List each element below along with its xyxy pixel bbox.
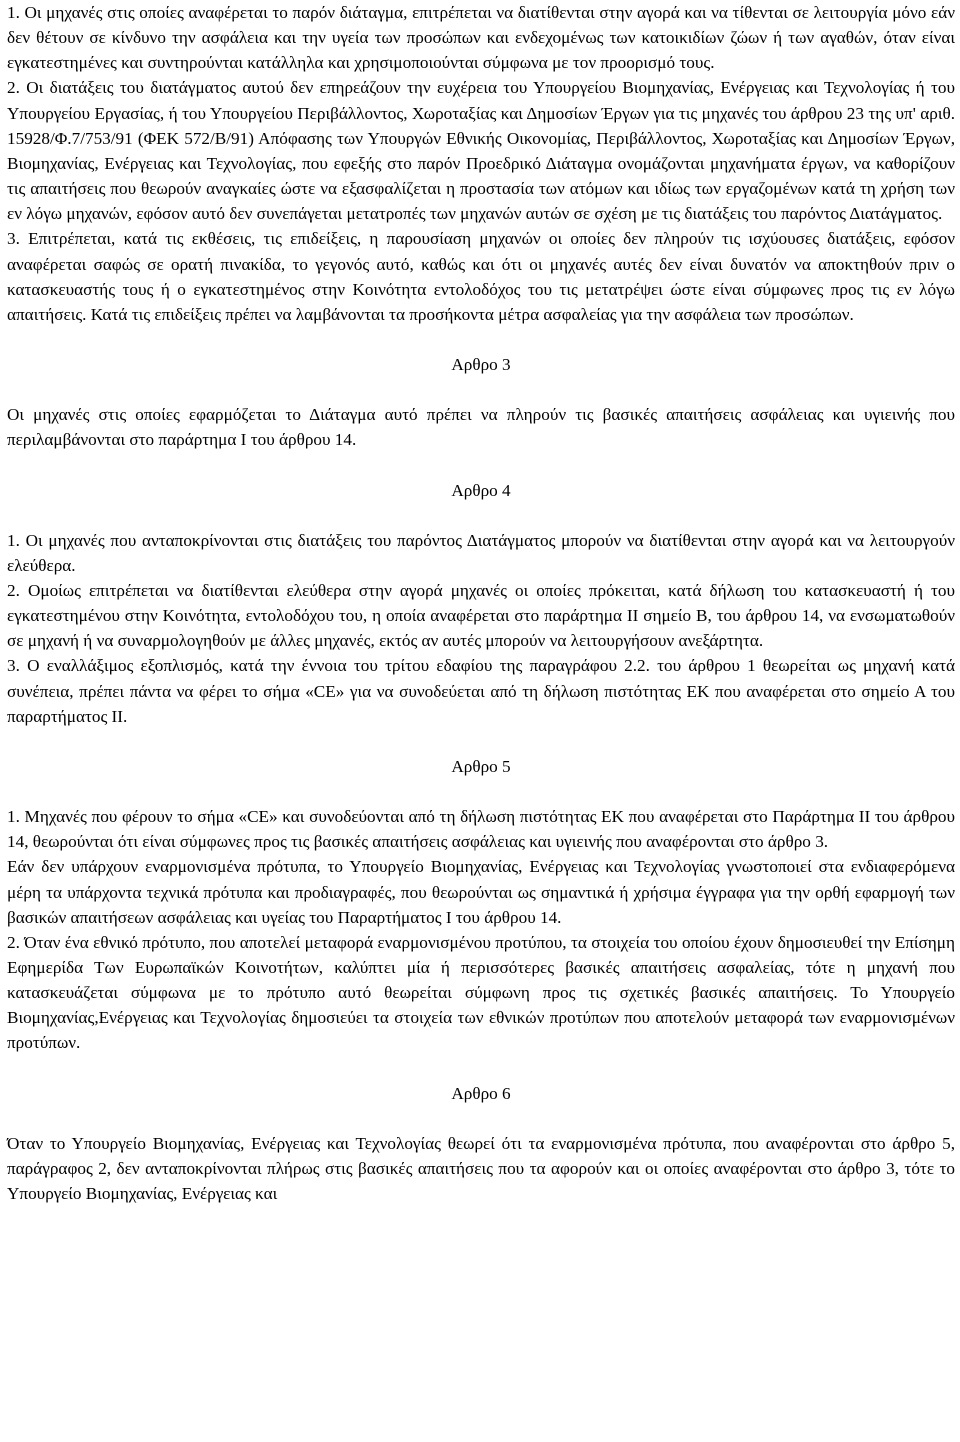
spacer xyxy=(7,779,955,804)
paragraph: 3. Ο εναλλάξιμος εξοπλισμός, κατά την έννοια του τρίτου εδαφίου της παραγράφου 2.2. του άρθρου 1 θεωρείται ως μηχανή κατά συνέπεια, πρέπει πάντα να φέρει το σήμα «CE» για να συνοδεύεται από τη δήλωση πιστότητας ΕΚ που αναφέρεται στο σημείο Α του παραρτήματος ΙΙ. xyxy=(7,656,955,726)
paragraph: 2. Οι διατάξεις του διατάγματος αυτού δεν επηρεάζουν την ευχέρεια του Υπουργείου Βιομηχανίας, Ενέργειας και Τεχνολογίας ή του Υπουργείου Εργασίας, ή του Υπουργείου Περιβάλλοντος, Χωροταξίας και Δημοσίων Έργων για τις μηχανές του άρθρου 23 της υπ' αριθ. 15928/Φ.7/753/91 (ΦΕΚ 572/Β/91) Απόφασης των Υπουργών Εθνικής Οικονομίας, Περιβάλλοντος, Χωροταξίας και Δημοσίων Έργων, Βιομηχανίας, Ενέργειας και Τεχνολογίας, που εφεξής στο παρόν Προεδρικό Διάταγμα ονομάζονται μηχανήματα έργων, να καθορίζουν τις απαιτήσεις που θεωρούν αναγκαίες ώστε να εξασφαλίζεται η προστασία των ατόμων και ιδίως των εργαζομένων κατά τη χρήση των εν λόγω μηχανών, εφόσον αυτό δεν συνεπάγεται μετατροπές των μηχανών αυτών σε σχέση με τις διατάξεις του παρόντος Διατάγματος. xyxy=(7,78,955,224)
spacer xyxy=(7,729,955,754)
article-4-heading: Αρθρο 4 xyxy=(451,480,511,500)
document-page xyxy=(7,0,955,1206)
paragraph: Όταν το Υπουργείο Βιομηχανίας, Ενέργειας και Τεχνολογίας θεωρεί ότι τα εναρμονισμένα πρότυπα, που αναφέρονται στο άρθρο 5, παράγραφος 2, δεν ανταποκρίνονται πλήρως στις βασικές απαιτήσεις που τα αφορούν και οι οποίες αναφέρονται στο άρθρο 3, τότε το Υπουργείο Βιομηχανίας, Ενέργειας και xyxy=(7,1133,955,1204)
paragraph: 3. Επιτρέπεται, κατά τις εκθέσεις, τις επιδείξεις, η παρουσίαση μηχανών οι οποίες δεν πληρούν τις ισχύουσες διατάξεις, εφόσον αναφέρεται σαφώς σε ορατή πινακίδα, το γεγονός αυτό, καθώς και ότι οι μηχανές αυτές δεν είναι δυνατόν να αποκτηθούν πριν ο κατασκευαστής τους ή ο εγκατεστημένος στην Κοινότητα εντολοδόχος του τις μετατρέψει ώστε είναι σύμφωνες προς τις εν λόγω απαιτήσεις. Κατά τις επιδείξεις πρέπει να λαμβάνονται τα προσήκοντα μέτρα ασφαλείας για την ασφάλεια των προσώπων. xyxy=(7,229,955,324)
paragraph: 1. Οι μηχανές που ανταποκρίνονται στις διατάξεις του παρόντος Διατάγματος μπορούν να διατίθενται στην αγορά και να λειτουργούν ελεύθερα. xyxy=(7,530,955,575)
spacer xyxy=(7,1106,955,1131)
article-3-body xyxy=(7,402,955,452)
paragraph: Οι μηχανές στις οποίες εφαρμόζεται το Διάταγμα αυτό πρέπει να πληρούν τις βασικές απαιτήσεις ασφάλειας και υγιεινής που περιλαμβάνονται στο παράρτημα Ι του άρθρου 14. xyxy=(7,405,955,450)
article-5-heading: Αρθρο 5 xyxy=(451,756,511,776)
spacer xyxy=(7,327,955,352)
article-4-body xyxy=(7,528,955,729)
paragraph: 1. Μηχανές που φέρουν το σήμα «CE» και συνοδεύονται από τη δήλωση πιστότητας ΕΚ που αναφέρεται στο Παράρτημα ΙΙ του άρθρου 14, θεωρούνται ότι είναι σύμφωνες προς τις βασικές απαιτήσεις ασφάλειας και υγιεινής που αναφέρονται στο άρθρο 3. xyxy=(7,807,955,852)
spacer xyxy=(7,453,955,478)
paragraph: 2. Όταν ένα εθνικό πρότυπο, που αποτελεί μεταφορά εναρμονισμένου προτύπου, τα στοιχεία του οποίου έχουν δημοσιευθεί την Επίσημη Εφημερίδα Των Ευρωπαϊκών Κοινοτήτων, καλύπτει μία ή περισσότερες βασικές απαιτήσεις ασφαλείας, τότε η μηχανή που κατασκευάζεται σύμφωνα με το πρότυπο αυτό θεωρείται σύμφωνη προς τις σχετικές βασικές απαιτήσεις. Το Υπουργείο Βιομηχανίας,Ενέργειας και Τεχνολογίας δημοσιεύει τα στοιχεία των εθνικών προτύπων που αποτελούν μεταφορά των εναρμονισμένων προτύπων. xyxy=(7,932,955,1053)
paragraph: 1. Οι μηχανές στις οποίες αναφέρεται το παρόν διάταγμα, επιτρέπεται να διατίθενται στην αγορά και να τίθενται σε λειτουργία μόνο εάν δεν θέτουν σε κίνδυνο την ασφάλεια και την υγεία των προσώπων και ενδεχομένως των κατοικιδίων ζώων ή των αγαθών, όταν είναι εγκατεστημένες και συντηρούνται κατάλληλα και χρησιμοποιούνται σύμφωνα με τον προορισμό τους. xyxy=(7,3,955,73)
article-5-body xyxy=(7,804,955,1056)
spacer xyxy=(7,503,955,528)
article-2-continuation xyxy=(7,0,955,327)
paragraph: 2. Ομοίως επιτρέπεται να διατίθενται ελεύθερα στην αγορά μηχανές οι οποίες πρόκειται, κατά δήλωση του κατασκευαστή ή του εγκατεστημένου στην Κοινότητα, εντολοδόχου του, η οποία αναφέρεται στο παράρτημα ΙΙ σημείο Β, του άρθρου 14, να ενσωματωθούν σε μηχανή ή να συναρμολογηθούν με άλλες μηχανές, εκτός αν αυτές μπορούν να λειτουργήσουν ανεξάρτητα. xyxy=(7,580,955,651)
spacer xyxy=(7,377,955,402)
paragraph: Εάν δεν υπάρχουν εναρμονισμένα πρότυπα, το Υπουργείο Βιομηχανίας, Ενέργειας και Τεχνολογίας γνωστοποιεί στα ενδιαφερόμενα μέρη τα υπάρχοντα τεχνικά πρότυπα και προδιαγραφές, που θεωρούνται ως σημαντικά ή χρήσιμα έγγραφα για την ορθή εφαρμογή των βασικών απαιτήσεων ασφάλειας και υγείας του Παραρτήματος Ι του άρθρου 14. xyxy=(7,857,955,927)
article-6-body xyxy=(7,1131,955,1206)
spacer xyxy=(7,1056,955,1081)
article-3-heading: Αρθρο 3 xyxy=(451,355,511,375)
article-6-heading: Αρθρο 6 xyxy=(451,1083,511,1103)
